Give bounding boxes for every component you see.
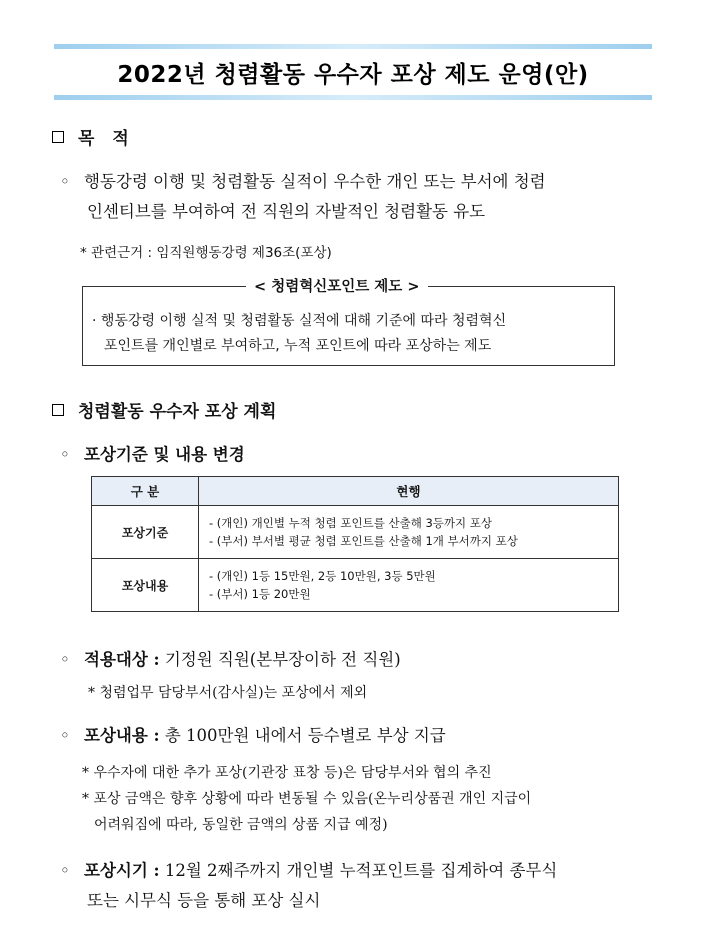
title-banner — [54, 44, 652, 100]
table-row-label: 포상기준 — [92, 506, 199, 559]
table-cell-line: - (개인) 1등 15만원, 2등 10만원, 3등 5만원 — [209, 569, 436, 583]
table-cell-line: - (개인) 개인별 누적 청렴 포인트를 산출해 3등까지 포상 — [209, 516, 492, 530]
target-label: 적용대상 : — [84, 650, 160, 669]
section-plan-title: 청렴활동 우수자 포상 계획 — [78, 402, 277, 422]
basis-note — [80, 242, 332, 264]
title-bottom-rule — [54, 95, 652, 100]
asterisk-icon: * — [82, 765, 94, 781]
section-purpose-heading — [52, 124, 135, 149]
content-note-2-line-1: 포상 금액은 향후 상황에 따라 변동될 수 있음(온누리상품권 개인 지급이 — [93, 791, 532, 807]
content-text: 총 100만원 내에서 등수별로 부상 지급 — [164, 726, 446, 745]
circle-bullet-icon: ◦ — [60, 726, 70, 745]
circle-bullet-icon: ◦ — [60, 650, 70, 669]
asterisk-icon: * — [80, 245, 92, 261]
note-box-text — [92, 309, 612, 359]
table-cell-line: - (부서) 부서별 평균 청렴 포인트를 산출해 1개 부서까지 포상 — [209, 534, 518, 548]
criteria-subheading — [60, 441, 245, 465]
content-note-1-text: 우수자에 대한 추가 포상(기관장 표창 등)은 담당부서와 협의 추진 — [93, 765, 492, 781]
basis-text: 관련근거 : 임직원행동강령 제36조(포상) — [91, 245, 332, 261]
table-row — [92, 506, 619, 559]
table-cell-line: - (부서) 1등 20만원 — [209, 587, 311, 601]
timing-line-2: 또는 시무식 등을 통해 포상 실시 — [87, 891, 321, 910]
circle-bullet-icon: ◦ — [60, 861, 70, 880]
asterisk-icon: * — [82, 791, 94, 807]
square-bullet-icon — [52, 131, 64, 143]
purpose-paragraph — [60, 167, 680, 227]
page-title: 2022년 청렴활동 우수자 포상 제도 운영(안) — [117, 61, 589, 88]
target-note-text: 청렴업무 담당부서(감사실)는 포상에서 제외 — [99, 685, 368, 701]
table-row-content — [199, 559, 619, 612]
timing-line-1: 12월 2째주까지 개인별 누적포인트를 집계하여 종무식 — [164, 861, 558, 880]
note-line-1: 행동강령 이행 실적 및 청렴활동 실적에 대해 기준에 따라 청렴혁신 — [100, 313, 507, 329]
note-line-2: 포인트를 개인별로 부여하고, 누적 포인트에 따라 포상하는 제도 — [104, 338, 492, 354]
content-note-2-line-2: 어려워짐에 따라, 동일한 금액의 상품 지급 예정) — [94, 817, 388, 833]
target-text: 기정원 직원(본부장이하 전 직원) — [164, 650, 401, 669]
reward-table — [91, 476, 619, 612]
content-item — [60, 722, 446, 746]
content-note-1 — [82, 762, 492, 784]
timing-item — [60, 856, 690, 916]
circle-bullet-icon: ◦ — [60, 445, 70, 464]
table-row-label: 포상내용 — [92, 559, 199, 612]
square-bullet-icon — [52, 404, 64, 416]
target-note — [88, 682, 367, 704]
section-purpose-title: 목 적 — [78, 129, 135, 149]
table-header-current: 현행 — [199, 477, 619, 506]
asterisk-icon: * — [88, 685, 100, 701]
purpose-line-1: 행동강령 이행 및 청렴활동 실적이 우수한 개인 또는 부서에 청렴 — [84, 172, 546, 191]
section-plan-heading — [52, 397, 276, 422]
purpose-line-2: 인센티브를 부여하여 전 직원의 자발적인 청렴활동 유도 — [87, 202, 486, 221]
content-note-2 — [82, 788, 531, 810]
table-header-category: 구 분 — [92, 477, 199, 506]
dot-bullet-icon: · — [92, 313, 101, 329]
table-row-content — [199, 506, 619, 559]
note-box-title: < 청렴혁신포인트 제도 > — [246, 275, 428, 296]
circle-bullet-icon: ◦ — [60, 172, 70, 191]
criteria-subheading-text: 포상기준 및 내용 변경 — [84, 445, 245, 464]
timing-label: 포상시기 : — [84, 861, 160, 880]
content-label: 포상내용 : — [84, 726, 160, 745]
table-row — [92, 559, 619, 612]
target-item — [60, 646, 401, 670]
